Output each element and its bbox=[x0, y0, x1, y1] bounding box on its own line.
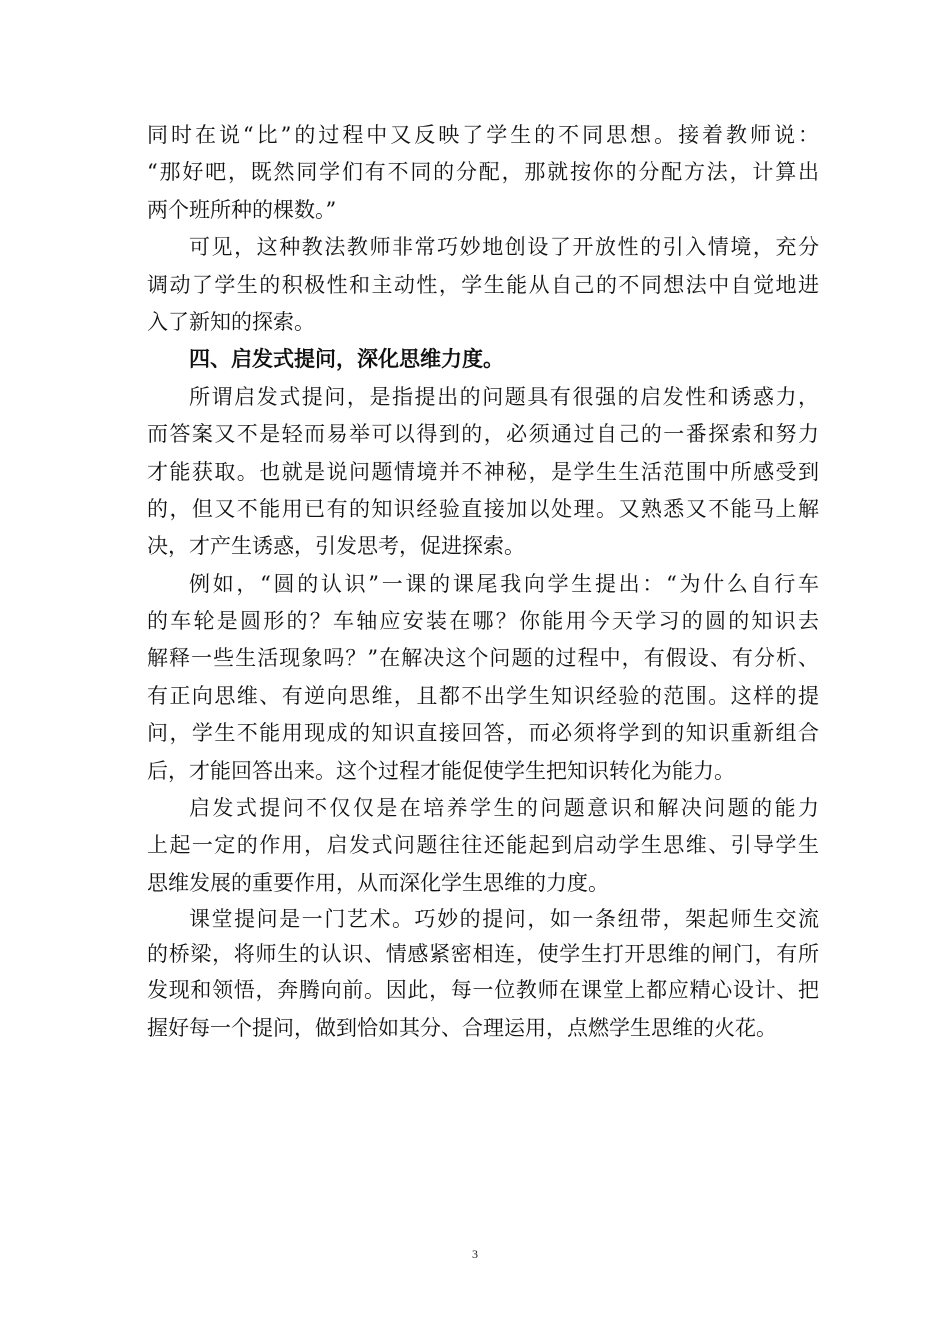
text-line: 同时在说“比”的过程中又反映了学生的不同思想。接着教师说： bbox=[147, 123, 819, 147]
section-heading: 四、启发式提问，深化思维力度。 bbox=[189, 347, 504, 372]
text-line: 启发式提问不仅仅是在培养学生的问题意识和解决问题的能力 bbox=[189, 796, 819, 821]
text-line: 决，才产生诱惑，引发思考，促进探索。 bbox=[147, 534, 525, 559]
text-line: 问，学生不能用现成的知识直接回答，而必须将学到的知识重新组合 bbox=[147, 721, 819, 746]
text-line: 上起一定的作用，启发式问题往往还能起到启动学生思维、引导学生 bbox=[147, 833, 819, 858]
text-line: 两个班所种的棵数。” bbox=[147, 197, 337, 222]
text-line: 握好每一个提问，做到恰如其分、合理运用，点燃学生思维的火花。 bbox=[147, 1015, 777, 1040]
text-line: 的，但又不能用已有的知识经验直接加以处理。又熟悉又不能马上解 bbox=[147, 496, 819, 521]
text-line: “那好吧，既然同学们有不同的分配，那就按你的分配方法，计算出 bbox=[147, 160, 819, 185]
text-line: 解释一些生活现象吗？”在解决这个问题的过程中，有假设、有分析、 bbox=[147, 646, 819, 671]
page-number: 3 bbox=[472, 1247, 478, 1261]
text-line: 例如，“圆的认识”一课的课尾我向学生提出：“为什么自行车 bbox=[189, 571, 819, 596]
text-line: 才能获取。也就是说问题情境并不神秘，是学生生活范围中所感受到 bbox=[147, 459, 819, 484]
text-line: 可见，这种教法教师非常巧妙地创设了开放性的引入情境，充分 bbox=[189, 235, 819, 260]
text-line: 有正向思维、有逆向思维，且都不出学生知识经验的范围。这样的提 bbox=[147, 683, 819, 708]
text-line: 调动了学生的积极性和主动性，学生能从自己的不同想法中自觉地进 bbox=[147, 272, 819, 297]
text-line: 思维发展的重要作用，从而深化学生思维的力度。 bbox=[147, 870, 609, 895]
body-text bbox=[147, 117, 819, 1047]
text-line: 入了新知的探索。 bbox=[147, 309, 315, 334]
text-line: 后，才能回答出来。这个过程才能促使学生把知识转化为能力。 bbox=[147, 758, 735, 783]
text-line: 课堂提问是一门艺术。巧妙的提问，如一条纽带，架起师生交流 bbox=[189, 907, 819, 932]
text-line: 的桥梁，将师生的认识、情感紧密相连，使学生打开思维的闸门，有所 bbox=[147, 942, 819, 967]
text-line: 发现和领悟，奔腾向前。因此，每一位教师在课堂上都应精心设计、把 bbox=[147, 978, 819, 1003]
text-line: 的车轮是圆形的？车轴应安装在哪？你能用今天学习的圆的知识去 bbox=[147, 609, 819, 634]
text-line: 而答案又不是轻而易举可以得到的，必须通过自己的一番探索和努力 bbox=[147, 422, 819, 447]
text-line: 所谓启发式提问，是指提出的问题具有很强的启发性和诱惑力， bbox=[189, 384, 819, 409]
